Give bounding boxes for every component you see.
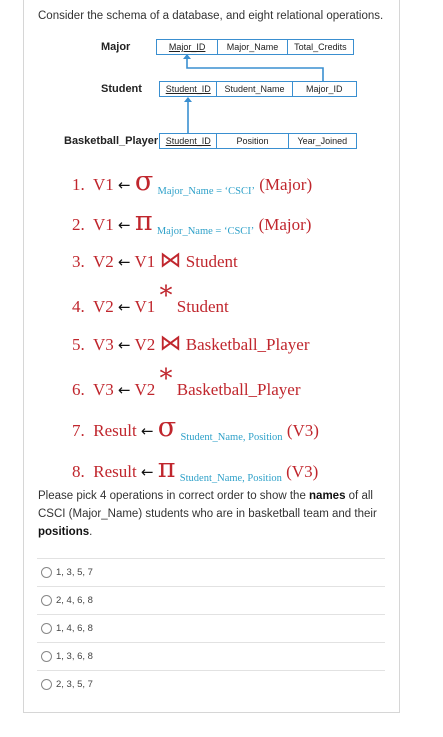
radio-button[interactable]	[41, 595, 52, 606]
op-number: 6.	[72, 380, 85, 399]
assign-arrow-icon: ←	[117, 298, 131, 316]
op-number: 3.	[72, 252, 85, 271]
op-condition: Major_Name = ‘CSCI’	[156, 226, 255, 237]
op-input: V2	[134, 380, 156, 399]
operation-4	[72, 281, 229, 319]
question-text: Please pick 4 operations in correct order to show the names of all CSCI (Major_Name) students who are in basketball team and their positions.	[38, 490, 377, 538]
op-relation: Basketball_Player	[176, 380, 301, 399]
op-lhs: Result	[93, 421, 137, 440]
radio-button[interactable]	[41, 679, 52, 690]
op-number: 2.	[72, 215, 85, 234]
assign-arrow-icon: ←	[117, 336, 131, 354]
student-table-label: Student	[101, 83, 142, 95]
op-number: 7.	[72, 421, 85, 440]
student-col-student-id: Student_ID	[160, 82, 217, 96]
op-relation: (Major)	[259, 175, 313, 194]
operation-5	[72, 331, 310, 356]
answer-option[interactable]	[37, 614, 385, 642]
op-input: V1	[134, 252, 156, 271]
operation-7	[72, 412, 319, 443]
foreign-key-arrows	[0, 0, 443, 160]
join-bowtie-icon: ⋈	[159, 248, 182, 273]
op-number: 8.	[72, 462, 85, 481]
assign-arrow-icon: ←	[140, 422, 154, 440]
select-sigma-icon: σ	[134, 166, 154, 197]
project-pi-icon: π	[134, 206, 153, 237]
emphasis-positions: positions	[38, 526, 90, 538]
op-condition: Student_Name, Position	[179, 473, 282, 484]
option-label: 2, 4, 6, 8	[56, 595, 93, 606]
operation-6	[72, 364, 301, 402]
operation-1	[72, 166, 312, 197]
op-relation: Student	[185, 252, 238, 271]
op-relation: (Major)	[258, 215, 312, 234]
option-label: 1, 3, 6, 8	[56, 651, 93, 662]
answer-option[interactable]	[37, 670, 385, 698]
select-sigma-icon: σ	[157, 412, 177, 443]
op-number: 1.	[72, 175, 85, 194]
major-col-major-id: Major_ID	[157, 40, 218, 54]
op-lhs: V3	[92, 380, 114, 399]
op-lhs: V2	[92, 252, 114, 271]
operation-2	[72, 206, 311, 237]
option-label: 1, 3, 5, 7	[56, 567, 93, 578]
op-condition: Student_Name, Position	[180, 432, 283, 443]
assign-arrow-icon: ←	[117, 253, 131, 271]
player-col-student-id: Student_ID	[160, 134, 217, 148]
op-number: 5.	[72, 335, 85, 354]
answer-option[interactable]	[37, 558, 385, 586]
option-label: 2, 3, 5, 7	[56, 679, 93, 690]
assign-arrow-icon: ←	[117, 176, 131, 194]
player-col-year-joined: Year_Joined	[297, 136, 348, 146]
major-col-major-name: Major_Name	[218, 40, 287, 54]
op-relation: Student	[176, 297, 229, 316]
op-relation: (V3)	[286, 462, 319, 481]
op-condition: Major_Name = ‘CSCI’	[157, 186, 255, 197]
join-bowtie-icon: ⋈	[159, 331, 182, 356]
op-input: V2	[134, 335, 156, 354]
student-col-major-id: Major_ID	[306, 84, 343, 94]
emphasis-names: names	[309, 490, 346, 502]
player-table-label: Basketball_Player	[64, 135, 159, 147]
operation-8	[72, 453, 318, 484]
op-relation: Basketball_Player	[185, 335, 310, 354]
natural-join-star-icon: *	[159, 364, 173, 394]
op-lhs: Result	[93, 462, 137, 481]
answer-option[interactable]	[37, 642, 385, 670]
major-col-total-credits: Total_Credits	[294, 42, 347, 52]
radio-button[interactable]	[41, 651, 52, 662]
student-col-student-name: Student_Name	[217, 82, 292, 96]
op-lhs: V1	[92, 215, 114, 234]
radio-button[interactable]	[41, 567, 52, 578]
radio-button[interactable]	[41, 623, 52, 634]
op-number: 4.	[72, 297, 85, 316]
player-col-position: Position	[217, 134, 288, 148]
operation-3	[72, 248, 238, 273]
option-label: 1, 4, 6, 8	[56, 623, 93, 634]
op-relation: (V3)	[286, 421, 319, 440]
natural-join-star-icon: *	[159, 281, 173, 311]
assign-arrow-icon: ←	[117, 381, 131, 399]
major-table-label: Major	[101, 41, 131, 53]
op-lhs: V1	[92, 175, 114, 194]
assign-arrow-icon: ←	[140, 463, 154, 481]
intro-text: Consider the schema of a database, and eight relational operations.	[38, 10, 384, 22]
assign-arrow-icon: ←	[117, 216, 131, 234]
op-input: V1	[134, 297, 156, 316]
op-lhs: V3	[92, 335, 114, 354]
project-pi-icon: π	[157, 453, 176, 484]
op-lhs: V2	[92, 297, 114, 316]
answer-option[interactable]	[37, 586, 385, 614]
